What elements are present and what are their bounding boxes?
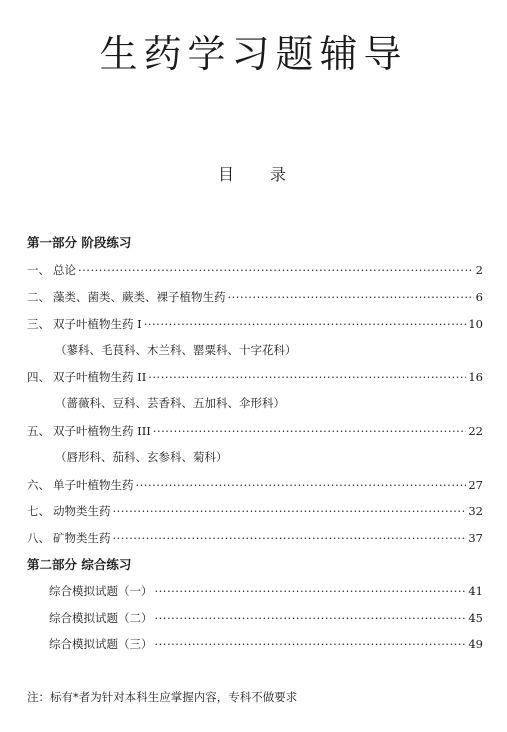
- toc-entry-label: 综合模拟试题（二）: [49, 611, 153, 625]
- part2-heading: 第二部分 综合练习: [27, 557, 132, 572]
- toc-entry-page: 41: [468, 584, 483, 598]
- toc-entry-page: 10: [468, 317, 483, 331]
- toc-entry-label: 综合模拟试题（一）: [49, 584, 153, 598]
- toc-entry-label: 单子叶植物生药: [53, 478, 134, 492]
- dot-leader: [148, 368, 466, 386]
- dot-leader: [228, 288, 474, 306]
- toc-entry-page: 32: [468, 504, 483, 518]
- toc-entry-label: 藻类、菌类、蕨类、裸子植物生药: [53, 290, 226, 304]
- toc-entry-label: 矿物类生药: [53, 531, 111, 545]
- toc-entry-8[interactable]: [27, 529, 483, 547]
- toc-entry-3[interactable]: [27, 315, 483, 333]
- dot-leader: [153, 422, 467, 440]
- dot-leader: [78, 261, 474, 279]
- part1-heading: 第一部分 阶段练习: [27, 235, 132, 250]
- toc-entry-7[interactable]: [27, 502, 483, 520]
- toc-entry-5[interactable]: [27, 422, 483, 440]
- toc-entry-number: 一、: [27, 263, 50, 277]
- toc-entry-4[interactable]: [27, 368, 483, 386]
- toc-entry-4-families: （蔷薇科、豆科、芸香科、五加科、伞形科）: [55, 396, 285, 410]
- dot-leader: [144, 315, 467, 333]
- toc-entry-page: 49: [468, 637, 483, 651]
- toc-entry-label: 综合模拟试题（三）: [49, 637, 153, 651]
- toc-entry-page: 45: [468, 611, 483, 625]
- toc-entry-page: 16: [468, 370, 483, 384]
- dot-leader: [155, 609, 467, 627]
- toc-entry-page: 27: [468, 478, 483, 492]
- toc-heading-first-char: 目: [218, 165, 235, 184]
- toc-entry-number: 六、: [27, 478, 50, 492]
- toc-entry-5-families: （唇形科、茄科、玄参科、菊科）: [55, 450, 228, 464]
- toc-heading-second-char: 录: [270, 165, 287, 184]
- toc-entry-number: 八、: [27, 531, 50, 545]
- toc-entry-page: 37: [468, 531, 483, 545]
- dot-leader: [155, 635, 467, 653]
- toc-heading: [218, 164, 286, 186]
- document-title: 生药学习题辅导: [99, 32, 408, 76]
- toc-entry-number: 四、: [27, 370, 50, 384]
- toc-entry-label: 动物类生药: [53, 504, 111, 518]
- toc-entry-number: 五、: [27, 424, 50, 438]
- dot-leader: [113, 502, 467, 520]
- dot-leader: [113, 529, 467, 547]
- toc-entry-label: 总论: [53, 263, 76, 277]
- dot-leader: [136, 476, 467, 494]
- toc-entry-label: 双子叶植物生药 I: [53, 317, 142, 331]
- toc-entry-1[interactable]: [27, 261, 483, 279]
- toc-entry-number: 二、: [27, 290, 50, 304]
- toc-entry-3-families: （蓼科、毛茛科、木兰科、罂粟科、十字花科）: [55, 343, 297, 357]
- dot-leader: [155, 582, 467, 600]
- footnote: 注：标有*者为针对本科生应掌握内容，专科不做要求: [27, 690, 298, 704]
- toc-entry-6[interactable]: [27, 476, 483, 494]
- toc-entry-mock-exam-1[interactable]: [49, 582, 483, 600]
- toc-entry-number: 七、: [27, 504, 50, 518]
- toc-entry-number: 三、: [27, 317, 50, 331]
- toc-entry-mock-exam-3[interactable]: [49, 635, 483, 653]
- toc-entry-label: 双子叶植物生药 III: [53, 424, 151, 438]
- toc-entry-label: 双子叶植物生药 II: [53, 370, 147, 384]
- toc-entry-mock-exam-2[interactable]: [49, 609, 483, 627]
- toc-entry-page: 2: [475, 263, 483, 277]
- toc-entry-2[interactable]: [27, 288, 483, 306]
- toc-entry-page: 6: [475, 290, 483, 304]
- toc-entry-page: 22: [468, 424, 483, 438]
